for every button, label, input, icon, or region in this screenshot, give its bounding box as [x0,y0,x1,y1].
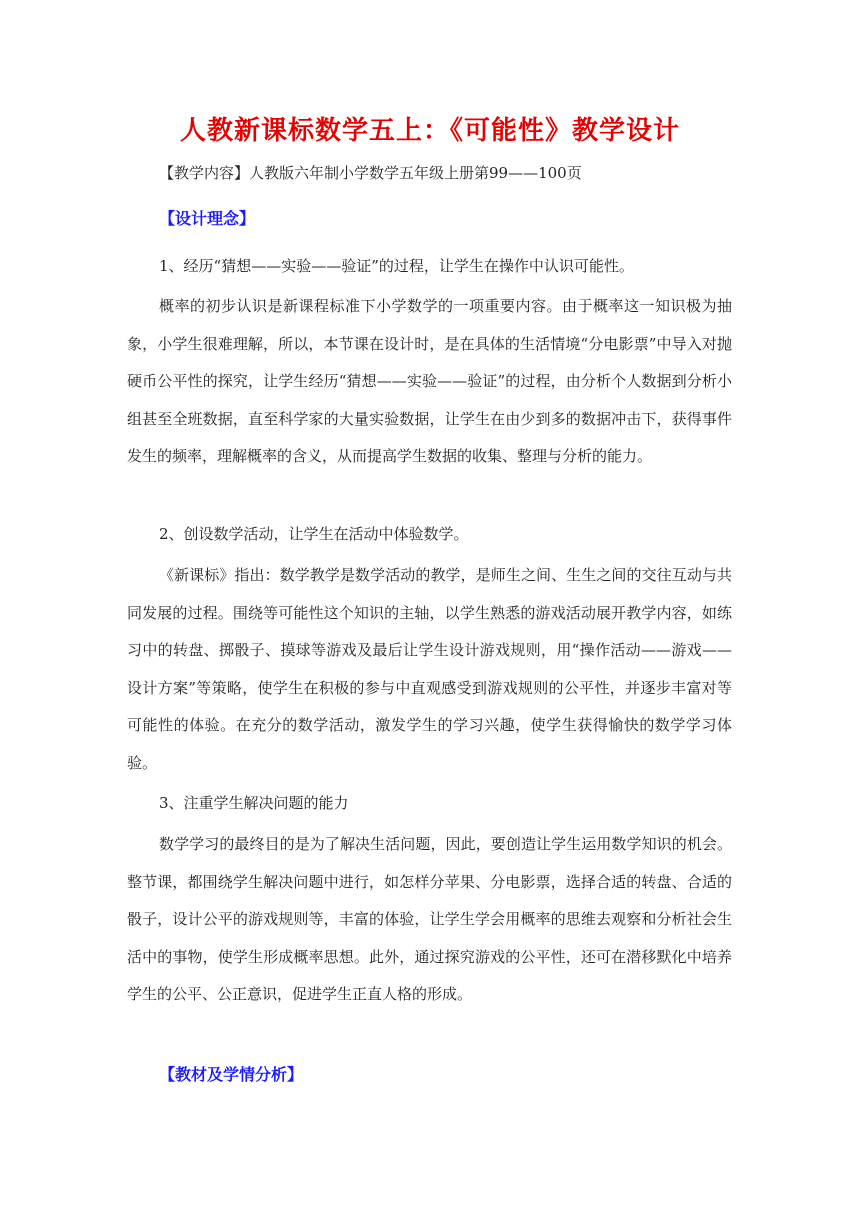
teaching-content-line: 【教学内容】人教版六年制小学数学五年级上册第99——100页 [159,164,582,182]
paragraph-math-activity: 《新课标》指出：数学教学是数学活动的教学，是师生之间、生生之间的交往互动与共同发展的过程。围绕等可能性这个知识的主轴，以学生熟悉的游戏活动展开教学内容，如练习中的转盘、掷骰子、摸球等游戏及最后让学生设计游戏规则，用“操作活动——游戏——设计方案”等策略，使学生在积极的参与中直观感受到游戏规则的公平性，并逐步丰富对等可能性的体验。在充分的数学活动，激发学生的学习兴趣，使学生获得愉快的数学学习体验。 [127,566,732,772]
document-title: 人教新课标数学五上：《可能性》教学设计 [179,116,680,146]
design-point-2: 2、创设数学活动，让学生在活动中体验数学。 [159,525,469,543]
paragraph-problem-solving: 数学学习的最终目的是为了解决生活问题，因此，要创造让学生运用数学知识的机会。整节课，都围绕学生解决问题中进行，如怎样分苹果、分电影票，选择合适的转盘、合适的骰子，设计公平的游戏规则等，丰富的体验，让学生学会用概率的思维去观察和分析社会生活中的事物，使学生形成概率思想。此外，通过探究游戏的公平性，还可在潜移默化中培养学生的公平、公正意识，促进学生正直人格的形成。 [127,835,732,1004]
design-point-3: 3、注重学生解决问题的能力 [159,794,349,812]
section-heading-design-concept: 【设计理念】 [159,209,256,228]
paragraph-probability: 概率的初步认识是新课程标准下小学数学的一项重要内容。由于概率这一知识极为抽象，小学生很难理解，所以，本节课在设计时，是在具体的生活情境“分电影票”中导入对抛硬币公平性的探究，让学生经历“猜想——实验——验证”的过程，由分析个人数据到分析小组甚至全班数据，直至科学家的大量实验数据，让学生在由少到多的数据冲击下，获得事件发生的频率，理解概率的含义，从而提高学生数据的收集、整理与分析的能力。 [127,297,732,466]
section-heading-material-analysis: 【教材及学情分析】 [159,1065,304,1084]
design-point-1: 1、经历“猜想——实验——验证”的过程，让学生在操作中认识可能性。 [159,257,634,275]
